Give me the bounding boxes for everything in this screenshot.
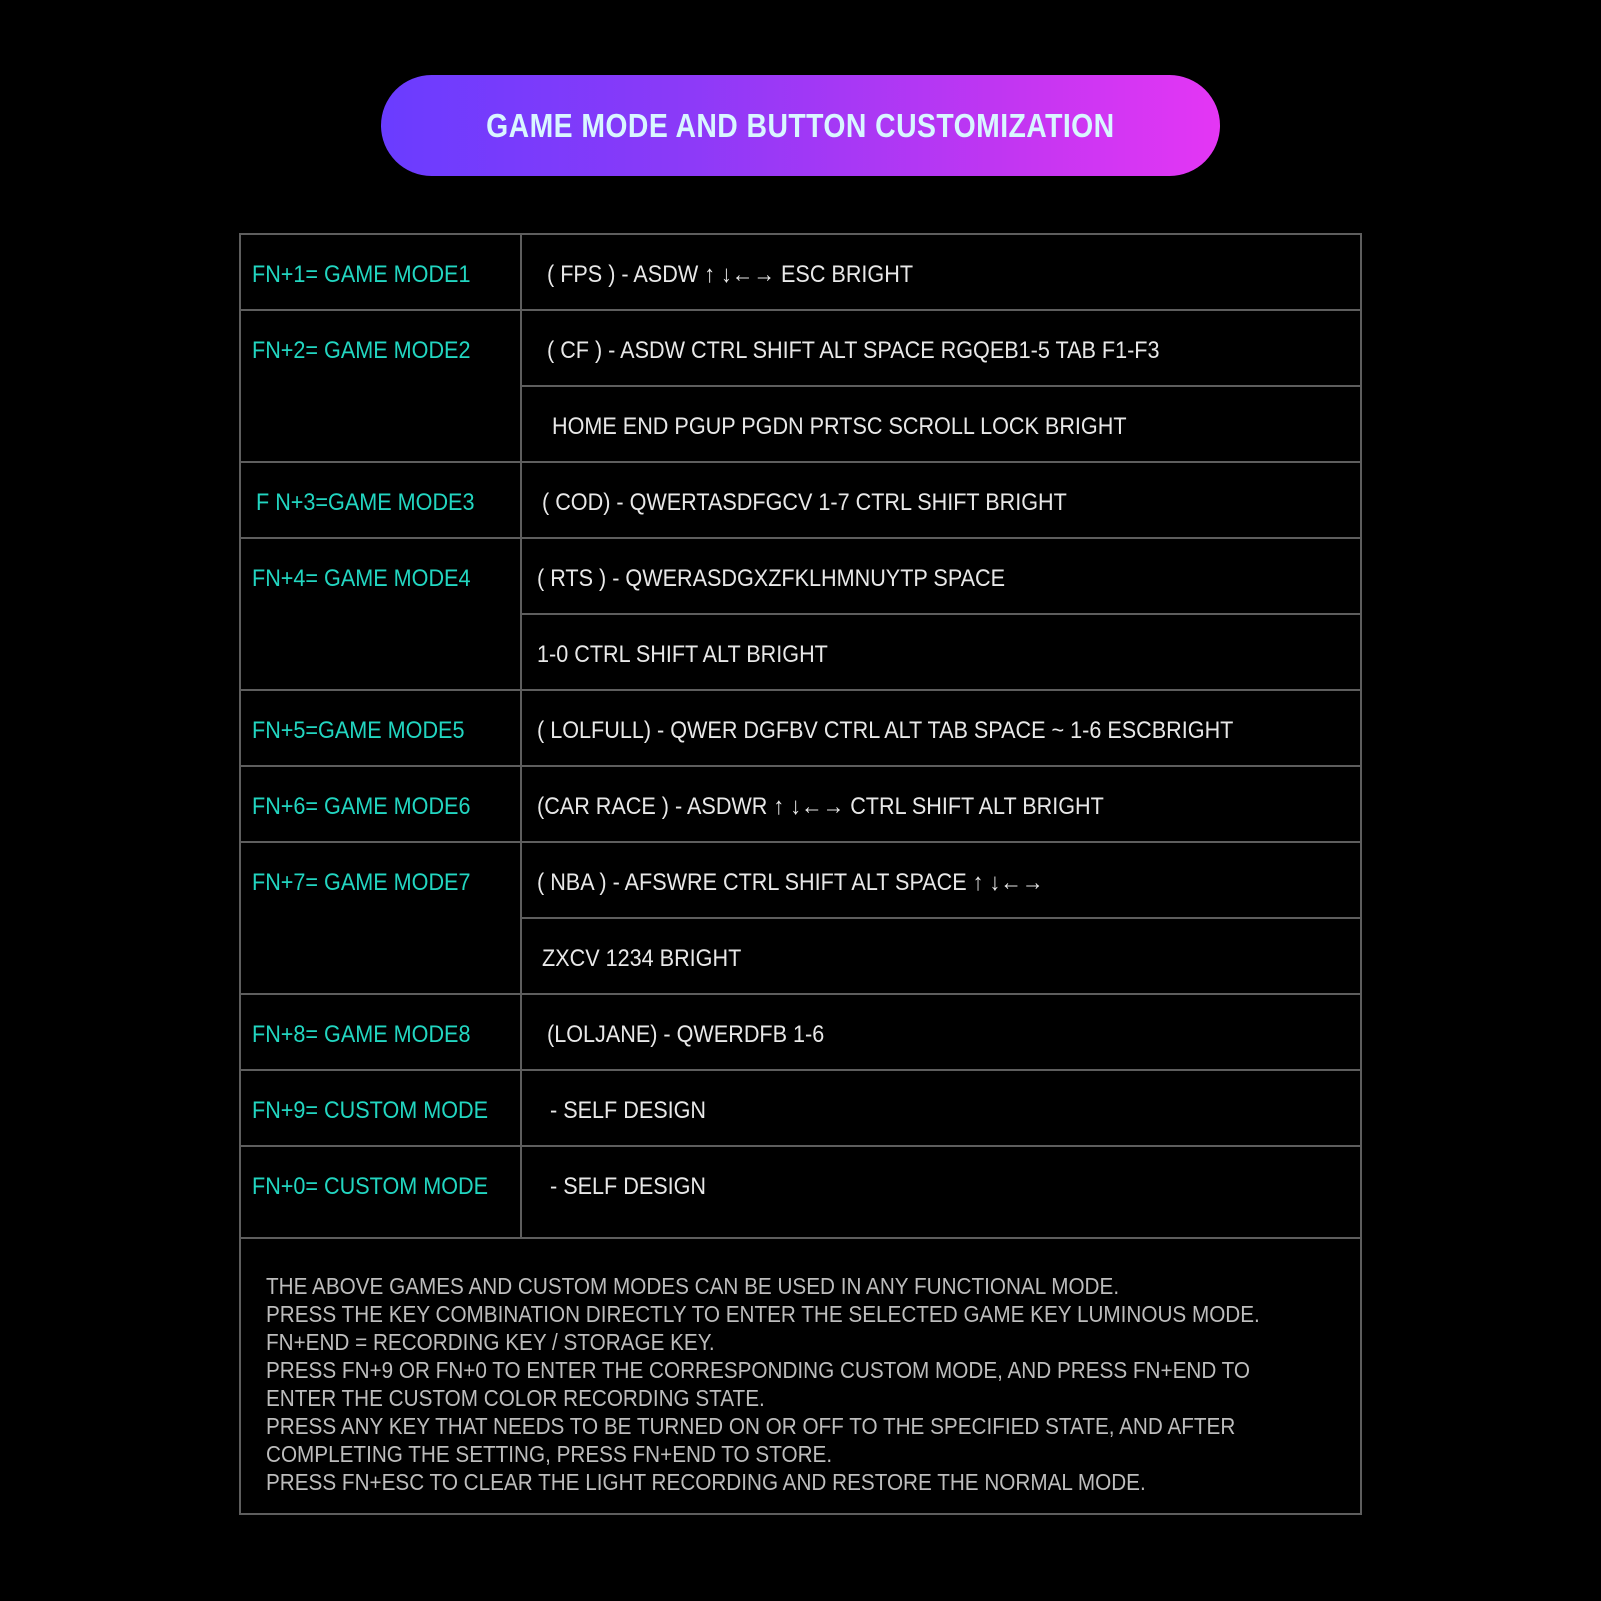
mode-keys-cell bbox=[522, 615, 1360, 691]
table-row bbox=[241, 1071, 1360, 1147]
title-banner bbox=[381, 75, 1220, 176]
mode-keys-cell bbox=[522, 311, 1360, 387]
table-row bbox=[241, 843, 1360, 995]
mode-keys-text: HOME END PGUP PGDN PRTSC SCROLL LOCK BRIGHT bbox=[552, 413, 1127, 440]
mode-keys-cell bbox=[522, 843, 1360, 919]
mode-keys-cell bbox=[522, 1147, 1360, 1223]
mode-key-cell bbox=[241, 539, 522, 689]
mode-table bbox=[239, 233, 1362, 1515]
table-row bbox=[241, 463, 1360, 539]
mode-keys-text: - SELF DESIGN bbox=[550, 1097, 707, 1124]
mode-keys-text: ( CF ) - ASDW CTRL SHIFT ALT SPACE RGQEB1-5 TAB F1-F3 bbox=[547, 337, 1160, 364]
table-row bbox=[241, 539, 1360, 691]
mode-key-label: FN+6= GAME MODE6 bbox=[252, 793, 471, 820]
mode-key-label: FN+4= GAME MODE4 bbox=[252, 565, 471, 592]
mode-keys-text: (LOLJANE) - QWERDFB 1-6 bbox=[547, 1021, 825, 1048]
mode-keys-text: - SELF DESIGN bbox=[550, 1173, 707, 1200]
mode-keys-text: ( LOLFULL) - QWER DGFBV CTRL ALT TAB SPACE ~ 1-6 ESCBRIGHT bbox=[537, 717, 1234, 744]
instructions-box bbox=[241, 1239, 1360, 1513]
instruction-line: PRESS THE KEY COMBINATION DIRECTLY TO ENTER THE SELECTED GAME KEY LUMINOUS MODE. bbox=[266, 1301, 1260, 1327]
instruction-line: COMPLETING THE SETTING, PRESS FN+END TO STORE. bbox=[266, 1441, 833, 1467]
instruction-line: PRESS FN+ESC TO CLEAR THE LIGHT RECORDING AND RESTORE THE NORMAL MODE. bbox=[266, 1469, 1146, 1495]
mode-keys-text: ( RTS ) - QWERASDGXZFKLHMNUYTP SPACE bbox=[537, 565, 1006, 592]
instruction-line: PRESS ANY KEY THAT NEEDS TO BE TURNED ON OR OFF TO THE SPECIFIED STATE, AND AFTER bbox=[266, 1413, 1236, 1439]
mode-key-cell bbox=[241, 767, 522, 841]
mode-key-label: F N+3=GAME MODE3 bbox=[256, 489, 475, 516]
mode-key-label: FN+1= GAME MODE1 bbox=[252, 261, 471, 288]
mode-key-cell bbox=[241, 691, 522, 765]
mode-key-label: FN+9= CUSTOM MODE bbox=[252, 1097, 489, 1124]
mode-key-label: FN+2= GAME MODE2 bbox=[252, 337, 471, 364]
mode-key-label: FN+8= GAME MODE8 bbox=[252, 1021, 471, 1048]
instruction-line: FN+END = RECORDING KEY / STORAGE KEY. bbox=[266, 1329, 715, 1355]
mode-key-cell bbox=[241, 463, 522, 537]
mode-key-cell bbox=[241, 311, 522, 461]
table-row bbox=[241, 691, 1360, 767]
mode-key-label: FN+0= CUSTOM MODE bbox=[252, 1173, 489, 1200]
page-title: GAME MODE AND BUTTON CUSTOMIZATION bbox=[486, 106, 1115, 144]
mode-keys-text: ( FPS ) - ASDW ↑ ↓←→ ESC BRIGHT bbox=[547, 261, 914, 288]
mode-key-cell bbox=[241, 235, 522, 309]
mode-keys-cell bbox=[522, 995, 1360, 1071]
table-row bbox=[241, 1147, 1360, 1239]
mode-keys-text: ZXCV 1234 BRIGHT bbox=[542, 945, 742, 972]
mode-key-label: FN+7= GAME MODE7 bbox=[252, 869, 471, 896]
mode-keys-cell bbox=[522, 387, 1360, 463]
mode-keys-cell bbox=[522, 767, 1360, 843]
mode-keys-cell bbox=[522, 1071, 1360, 1147]
instruction-line: THE ABOVE GAMES AND CUSTOM MODES CAN BE USED IN ANY FUNCTIONAL MODE. bbox=[266, 1273, 1120, 1299]
mode-key-cell bbox=[241, 1071, 522, 1145]
table-row bbox=[241, 235, 1360, 311]
instructions-list bbox=[266, 1272, 1370, 1496]
table-row bbox=[241, 995, 1360, 1071]
mode-keys-text: 1-0 CTRL SHIFT ALT BRIGHT bbox=[537, 641, 828, 668]
mode-key-cell bbox=[241, 843, 522, 993]
mode-keys-text: (CAR RACE ) - ASDWR ↑ ↓←→ CTRL SHIFT ALT BRIGHT bbox=[537, 793, 1104, 820]
mode-keys-cell bbox=[522, 235, 1360, 311]
mode-key-cell bbox=[241, 995, 522, 1069]
instruction-line: PRESS FN+9 OR FN+0 TO ENTER THE CORRESPONDING CUSTOM MODE, AND PRESS FN+END TO bbox=[266, 1357, 1251, 1383]
mode-keys-text: ( COD) - QWERTASDFGCV 1-7 CTRL SHIFT BRIGHT bbox=[542, 489, 1067, 516]
mode-keys-cell bbox=[522, 539, 1360, 615]
table-row bbox=[241, 311, 1360, 463]
mode-key-cell bbox=[241, 1147, 522, 1237]
instruction-line: ENTER THE CUSTOM COLOR RECORDING STATE. bbox=[266, 1385, 765, 1411]
table-row bbox=[241, 767, 1360, 843]
mode-key-label: FN+5=GAME MODE5 bbox=[252, 717, 465, 744]
mode-keys-text: ( NBA ) - AFSWRE CTRL SHIFT ALT SPACE ↑ ↓←→ bbox=[537, 869, 1044, 896]
mode-keys-cell bbox=[522, 691, 1360, 767]
mode-keys-cell bbox=[522, 919, 1360, 995]
mode-keys-cell bbox=[522, 463, 1360, 539]
